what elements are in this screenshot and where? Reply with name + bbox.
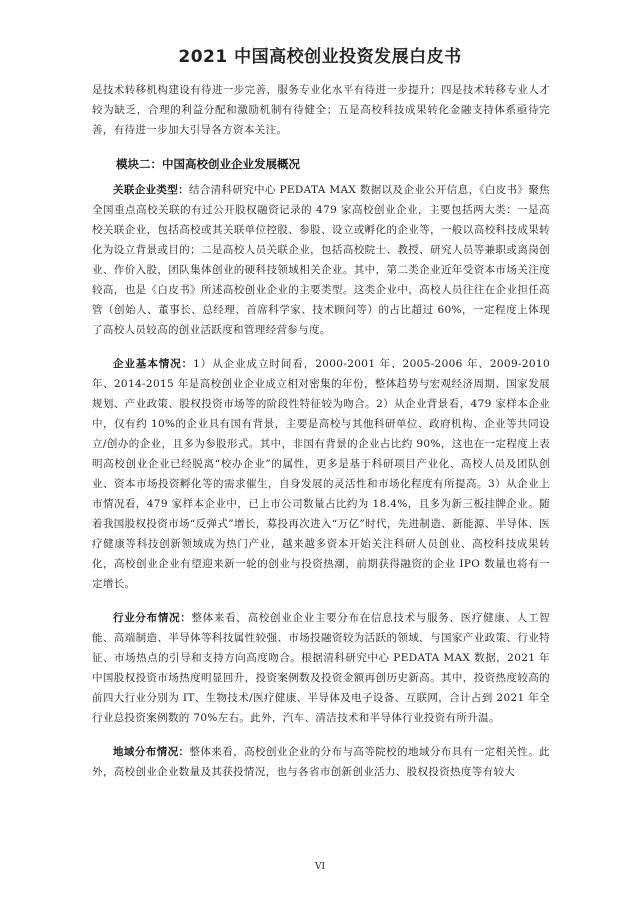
paragraph-industry-distribution xyxy=(92,608,550,728)
paragraph-regional-distribution xyxy=(92,742,550,782)
paragraph-enterprise-basics xyxy=(92,354,550,594)
paragraph-lead: 地域分布情况： xyxy=(113,746,190,758)
page-number: VI xyxy=(314,862,326,872)
intro-paragraph: 是技术转移机构建设有待进一步完善，服务专业化水平有待进一步提升；四是技术转移专业人才较为缺乏，合理的利益分配和激励机制有待健全；五是高校科技成果转化金融支持体系亟待完善，有待进一步加大引导各方资本关注。 xyxy=(92,84,550,136)
section-heading: 模块二：中国高校创业企业发展概况 xyxy=(116,157,300,171)
paragraph-body: 整体来看，高校创业企业主要分布在信息技术与服务、医疗健康、人工智能、高端制造、半导体等科技属性较强、市场投融资较为活跃的领域，与国家产业政策、行业特征、市场热点的引导和支持方向高度吻合。根据清科研究中心 PEDATA MAX 数据，2021 年中国股权投资市场热度明显回升，投资案例数及投资金额再创历史新高。其中，投资热度较高的前四大行业分别为 IT、生物技术/医疗健康、半导体及电子设备、互联网，合计占到 2021 年全行业总投资案例数的 70%左右。此外，汽车、清洁技术和半导体行业投资有所升温。 xyxy=(92,612,550,724)
paragraph-lead: 关联企业类型： xyxy=(113,184,189,196)
spacer xyxy=(92,140,550,154)
paragraph-lead: 行业分布情况： xyxy=(113,612,192,624)
page-content xyxy=(92,80,550,782)
spacer xyxy=(92,728,550,742)
spacer xyxy=(92,594,550,608)
page-header-title: 2021 中国高校创业投资发展白皮书 xyxy=(178,47,462,67)
paragraph-lead: 企业基本情况： xyxy=(113,358,194,370)
paragraph-related-enterprise-types xyxy=(92,180,550,340)
paragraph-body: 1）从企业成立时间看，2000-2001 年、2005-2006 年、2009-2010 年、2014-2015 年是高校创业企业成立相对密集的年份，整体趋势与宏观经济周期、国家发展规划、产业政策、股权投资市场等的阶段性特征较为吻合。2）从企业背景看，479 家样本企业中，仅有约 10%的企业具有国有背景，主要是高校与其他科研单位、政府机构、企业等共同设立/创办的企业，且多为参股形式。其中，非国有背景的企业占比约 90%，这也在一定程度上表明高校创业企业已经脱离“校办企业”的属性，更多是基于科研项目产业化、高校人员及团队创业、资本市场投资孵化等的需求催生，自身发展的灵活性和市场化程度有所提高。3）从企业上市情况看，479 家样本企业中，已上市公司数量占比约为 18.4%，且多为新三板挂牌企业。随着我国股权投资市场“反弹式”增长，募投再次进入“万亿”时代，先进制造、新能源、半导体、医疗健康等科技创新领域成为热门产业，越来越多资本开始关注科研人员创业、高校科技成果转化，高校创业企业有望迎来新一轮的创业与投资热潮，前期获得融资的企业 IPO 数量也将有一定增长。 xyxy=(92,358,550,590)
paragraph-body: 整体来看，高校创业企业的分布与高等院校的地域分布具有一定相关性。此外，高校创业企业数量及其获投情况，也与各省市创新创业活力、股权投资热度等有较大 xyxy=(92,746,550,778)
spacer xyxy=(92,340,550,354)
paragraph-body: 结合清科研究中心 PEDATA MAX 数据以及企业公开信息，《白皮书》聚焦全国重点高校关联的有过公开股权融资记录的 479 家高校创业企业，主要包括两大类：一是高校关联企业，包括高校或其关联单位控股、参股、设立或孵化的企业等，一般以高校科技成果转化为设立背景或目的；二是高校人员关联企业，包括高校院士、教授、研究人员等兼职或离岗创业、作价入股，团队集体创业的硬科技领域相关企业。其中，第二类企业近年受资本市场关注度较高，也是《白皮书》所述高校创业企业的主要类型。这类企业中，高校人员往往在企业担任高管（创始人、董事长、总经理、首席科学家、技术顾问等）的占比超过 60%，一定程度上体现了高校人员较高的创业活跃度和管理经营参与度。 xyxy=(92,184,550,336)
